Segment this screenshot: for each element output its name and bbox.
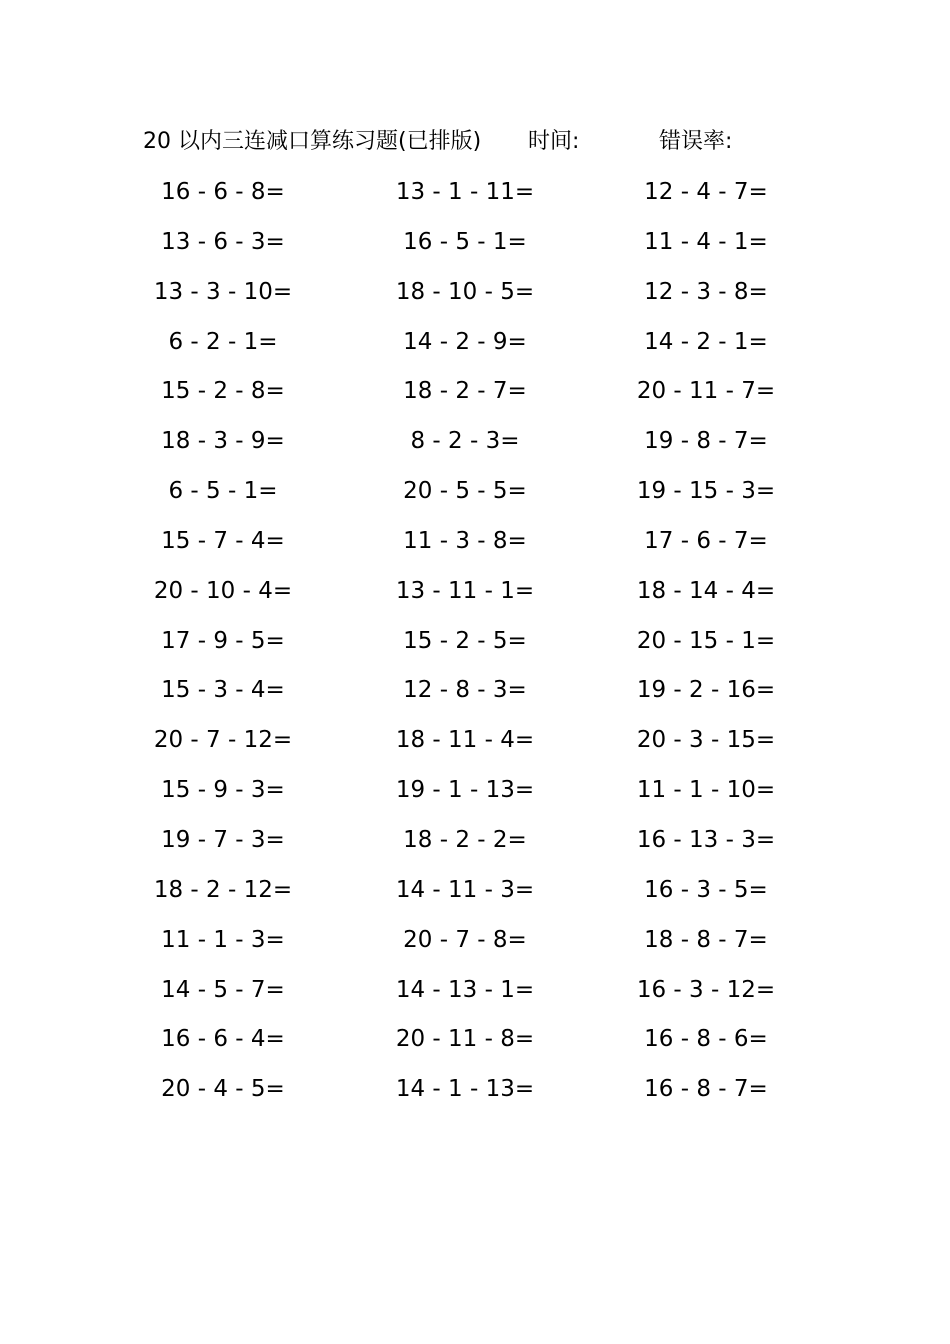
problem-item: 11 - 3 - 8= <box>403 527 527 554</box>
problem-item: 18 - 2 - 12= <box>153 876 293 903</box>
problem-item: 19 - 15 - 3= <box>636 478 776 505</box>
problem-row <box>0 471 950 521</box>
problem-item: 20 - 11 - 8= <box>395 1026 535 1053</box>
problem-item: 14 - 2 - 9= <box>403 328 527 355</box>
problem-item: 13 - 1 - 11= <box>395 179 535 205</box>
problem-item: 16 - 3 - 12= <box>636 976 776 1003</box>
problem-item: 15 - 3 - 4= <box>161 677 285 704</box>
problem-item: 14 - 13 - 1= <box>395 976 535 1003</box>
problem-item: 15 - 7 - 4= <box>161 527 285 554</box>
problem-item: 18 - 2 - 2= <box>403 826 527 853</box>
problem-grid <box>0 172 950 1119</box>
problem-item: 18 - 11 - 4= <box>395 727 535 754</box>
problem-item: 20 - 11 - 7= <box>636 378 776 405</box>
problem-item: 15 - 2 - 8= <box>161 378 285 405</box>
problem-item: 20 - 7 - 8= <box>403 926 527 953</box>
problem-item: 20 - 4 - 5= <box>161 1076 285 1103</box>
problem-row <box>0 1019 950 1069</box>
problem-row <box>0 421 950 471</box>
problem-item: 20 - 3 - 15= <box>636 727 776 754</box>
problem-item: 8 - 2 - 3= <box>410 428 520 455</box>
problem-item: 20 - 5 - 5= <box>403 478 527 505</box>
problem-item: 14 - 11 - 3= <box>395 876 535 903</box>
problem-item: 19 - 8 - 7= <box>644 428 768 455</box>
problem-item: 13 - 6 - 3= <box>161 228 285 255</box>
problem-row <box>0 521 950 571</box>
problem-item: 19 - 1 - 13= <box>395 777 535 804</box>
problem-item: 17 - 9 - 5= <box>161 627 285 654</box>
problem-item: 18 - 3 - 9= <box>161 428 285 455</box>
problem-row <box>0 670 950 720</box>
problem-row <box>0 371 950 421</box>
problem-item: 14 - 1 - 13= <box>395 1076 535 1103</box>
problem-item: 6 - 2 - 1= <box>168 328 278 355</box>
error-rate-label: 错误率: <box>659 129 733 154</box>
problem-item: 18 - 8 - 7= <box>644 926 768 953</box>
problem-item: 16 - 6 - 4= <box>161 1026 285 1053</box>
problem-row <box>0 172 950 222</box>
problem-row <box>0 770 950 820</box>
problem-item: 11 - 4 - 1= <box>644 228 768 255</box>
problem-row <box>0 322 950 372</box>
problem-item: 16 - 3 - 5= <box>644 876 768 903</box>
problem-row <box>0 621 950 671</box>
problem-row <box>0 272 950 322</box>
problem-item: 13 - 3 - 10= <box>153 278 293 305</box>
problem-item: 20 - 7 - 12= <box>153 727 293 754</box>
problem-item: 13 - 11 - 1= <box>395 577 535 604</box>
problem-item: 12 - 3 - 8= <box>644 278 768 305</box>
worksheet-title: 20 以内三连减口算练习题(已排版) <box>143 129 482 154</box>
problem-row <box>0 571 950 621</box>
problem-item: 18 - 10 - 5= <box>395 278 535 305</box>
problem-item: 16 - 13 - 3= <box>636 826 776 853</box>
problem-row <box>0 1069 950 1119</box>
problem-row <box>0 970 950 1020</box>
problem-item: 16 - 8 - 6= <box>644 1026 768 1053</box>
problem-item: 18 - 14 - 4= <box>636 577 776 604</box>
problem-item: 12 - 8 - 3= <box>403 677 527 704</box>
problem-item: 15 - 2 - 5= <box>403 627 527 654</box>
problem-row <box>0 222 950 272</box>
problem-row <box>0 720 950 770</box>
problem-item: 18 - 2 - 7= <box>403 378 527 405</box>
problem-row <box>0 920 950 970</box>
problem-row <box>0 820 950 870</box>
time-label: 时间: <box>528 129 580 154</box>
problem-item: 20 - 10 - 4= <box>153 577 293 604</box>
worksheet-header <box>143 124 863 160</box>
problem-item: 11 - 1 - 3= <box>161 926 285 953</box>
problem-item: 16 - 6 - 8= <box>161 179 285 205</box>
problem-item: 11 - 1 - 10= <box>636 777 776 804</box>
problem-item: 6 - 5 - 1= <box>168 478 278 505</box>
problem-row <box>0 870 950 920</box>
problem-item: 17 - 6 - 7= <box>644 527 768 554</box>
problem-item: 14 - 5 - 7= <box>161 976 285 1003</box>
problem-item: 12 - 4 - 7= <box>644 179 768 205</box>
problem-item: 14 - 2 - 1= <box>644 328 768 355</box>
problem-item: 16 - 5 - 1= <box>403 228 527 255</box>
problem-item: 16 - 8 - 7= <box>644 1076 768 1103</box>
problem-item: 19 - 7 - 3= <box>161 826 285 853</box>
problem-item: 19 - 2 - 16= <box>636 677 776 704</box>
problem-item: 15 - 9 - 3= <box>161 777 285 804</box>
problem-item: 20 - 15 - 1= <box>636 627 776 654</box>
